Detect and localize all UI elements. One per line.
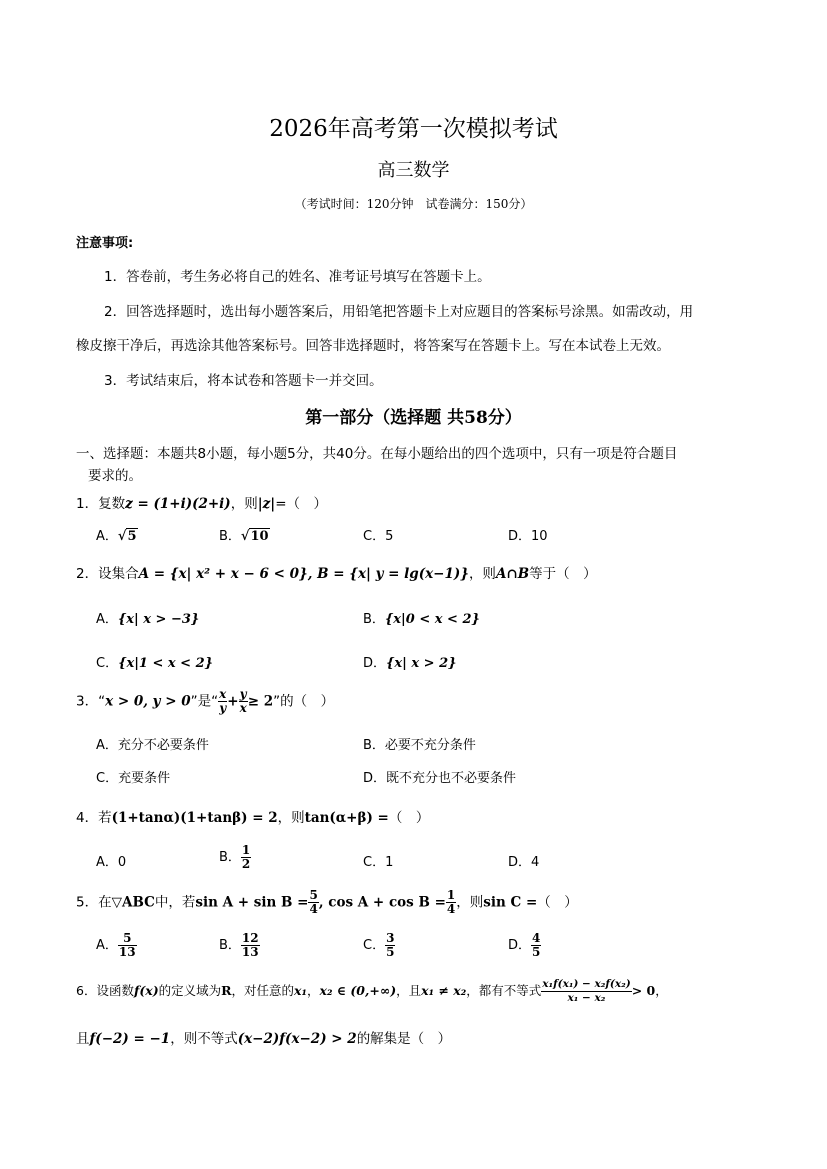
q5-option-a <box>96 932 137 959</box>
q5-option-c-fraction <box>385 932 395 959</box>
q5-option-b <box>219 932 260 959</box>
q2-option-d <box>363 652 456 671</box>
q3-fraction-2-num: y <box>239 687 247 701</box>
q2-intersection: A∩B <box>495 566 530 582</box>
exam-title: 2026年高考第一次模拟考试 <box>269 116 558 142</box>
q4-option-c: C．1 <box>363 855 394 870</box>
q1-option-a-value: 5 <box>127 529 137 544</box>
question-1-stem <box>76 492 327 512</box>
q5-option-b-num: 12 <box>241 931 259 945</box>
q5-condition-2: , cos A + cos B = <box>318 894 446 911</box>
q5-condition-1-fraction <box>308 889 318 916</box>
q5-option-d-num: 4 <box>532 931 541 945</box>
q1-abs: |z| <box>257 496 276 512</box>
exam-subtitle: 高三数学 <box>377 160 450 181</box>
q5-option-a-num: 5 <box>118 932 137 946</box>
q6-mid-3: ， <box>306 983 320 998</box>
q6-mid-5: ，都有不等式 <box>466 983 542 998</box>
q6-x2-domain: x₂ ∈ (0,+∞) <box>319 983 397 998</box>
q3-ge: ≥ 2 <box>247 693 274 710</box>
q6-real-set: R <box>221 983 232 998</box>
q3-fraction-1-den: y <box>219 701 227 715</box>
q2-set-b: , B = {x| y = lg(x−1)} <box>307 566 469 582</box>
q2-option-d-label: D． <box>363 656 387 671</box>
q6-mid-2: ，对任意的 <box>231 983 295 998</box>
question-5-stem <box>76 889 578 916</box>
q1-option-b-label: B． <box>219 529 241 544</box>
q5-option-b-den: 13 <box>241 945 259 959</box>
q4-mid: ，则 <box>277 810 305 826</box>
q5-c1-num: 5 <box>309 888 318 902</box>
question-6-stem-line2 <box>76 1027 451 1047</box>
exam-time-info: （考试时间：120分钟 试卷满分：150分） <box>294 197 533 211</box>
q5-condition-1: sin A + sin B = <box>195 894 309 911</box>
q2-prefix: 2．设集合 <box>76 566 139 582</box>
note-item-2-line1: 2．回答选择题时，选出每小题答案后，用铅笔把答题卡上对应题目的答案标号涂黑。如需改动，用 <box>104 304 694 320</box>
q2-option-a <box>96 608 199 627</box>
q6-function: f(x) <box>133 983 159 998</box>
q3-prefix: 3．“ <box>76 693 106 710</box>
note-item-3: 3．考试结束后，将本试卷和答题卡一并交回。 <box>104 373 383 389</box>
q5-option-a-label: A． <box>96 938 118 953</box>
q6-x1: x₁ <box>294 983 307 998</box>
q1-prefix: 1．复数 <box>76 496 126 512</box>
q6-ineq-num: x₁f(x₁) − x₂f(x₂) <box>542 978 631 990</box>
q5-option-c-den: 5 <box>386 945 395 959</box>
question-3-stem <box>76 688 334 715</box>
q3-condition: x > 0, y > 0 <box>105 693 191 710</box>
q5-c1-den: 4 <box>309 902 318 916</box>
q6-end-1: ， <box>655 983 668 998</box>
q2-option-c-value: {x|1 < x < 2} <box>118 656 214 671</box>
q5-c2-num: 1 <box>446 888 456 902</box>
q2-option-c <box>96 652 213 671</box>
question-6-stem-line1 <box>76 978 668 1005</box>
q6-ineq-den: x₁ − x₂ <box>567 992 606 1004</box>
q4-option-d: D．4 <box>508 855 540 870</box>
q1-option-a <box>96 525 138 544</box>
question-2-stem <box>76 562 597 582</box>
q4-option-b-label: B． <box>219 850 241 865</box>
section-intro-line2: 要求的。 <box>88 468 142 484</box>
q2-option-d-value: {x| x > 2} <box>386 656 457 671</box>
q4-expression: tan(α+β) = <box>304 810 389 826</box>
q5-option-d-fraction <box>531 932 541 959</box>
notes-heading: 注意事项: <box>76 236 134 251</box>
q5-mid-2: ，则 <box>456 894 484 911</box>
q2-suffix: 等于（ ） <box>529 566 597 582</box>
q3-option-b: B．必要不充分条件 <box>363 738 476 753</box>
q6-inequality-fraction <box>541 978 631 1005</box>
q4-prefix: 4．若 <box>76 810 112 826</box>
q5-suffix: （ ） <box>537 894 578 911</box>
q1-option-b-value: 10 <box>250 529 269 544</box>
q5-option-c <box>363 932 395 959</box>
q2-option-c-label: C． <box>96 656 119 671</box>
q3-plus: + <box>227 693 239 710</box>
q6-suffix: 的解集是（ ） <box>356 1031 452 1047</box>
q2-option-b <box>363 608 480 627</box>
q1-option-a-label: A． <box>96 529 118 544</box>
q1-option-c: C．5 <box>363 529 394 544</box>
q5-option-d-label: D． <box>508 938 532 953</box>
q3-fraction-1 <box>218 688 227 715</box>
q4-option-b <box>219 844 251 871</box>
q4-condition: (1+tanα)(1+tanβ) = 2 <box>111 810 278 826</box>
q1-option-b-sqrt: √10 <box>240 529 269 544</box>
q5-c2-den: 4 <box>446 902 456 916</box>
q2-option-b-value: {x|0 < x < 2} <box>384 612 480 627</box>
q2-set-a: A = {x| x² + x − 6 < 0} <box>138 566 308 582</box>
q6-mid-1: 的定义域为 <box>158 983 222 998</box>
q2-option-a-value: {x| x > −3} <box>117 612 200 627</box>
q6-line2-prefix: 且 <box>76 1031 90 1047</box>
q5-condition-2-fraction <box>446 889 456 916</box>
q5-prefix: 5．在 <box>76 894 112 911</box>
q5-expression: sin C = <box>483 894 538 911</box>
q5-option-d <box>508 932 541 959</box>
section-intro-line1: 一、选择题：本题共8小题，每小题5分，共40分。在每小题给出的四个选项中，只有一项是符合题目 <box>76 446 678 462</box>
q4-option-b-den: 2 <box>241 857 251 871</box>
q1-suffix: =（ ） <box>275 496 328 512</box>
q5-triangle: ▽ABC <box>111 894 155 911</box>
q3-option-d: D．既不充分也不必要条件 <box>363 771 517 786</box>
q3-mid: ”是“ <box>190 693 219 710</box>
q6-ineq-tail: > 0 <box>631 983 656 998</box>
q3-fraction-1-num: x <box>219 687 227 701</box>
q4-option-b-fraction <box>241 844 251 871</box>
q4-option-b-num: 1 <box>241 843 251 857</box>
q1-option-b <box>219 525 270 544</box>
q4-option-a: A．0 <box>96 855 127 870</box>
q5-option-a-den: 13 <box>118 945 136 959</box>
q5-mid-1: 中，若 <box>154 894 196 911</box>
q1-mid: ，则 <box>230 496 258 512</box>
note-item-2-line2: 橡皮擦干净后，再选涂其他答案标号。回答非选择题时，将答案写在答题卡上。写在本试卷上无效。 <box>76 338 670 354</box>
q4-suffix: （ ） <box>388 810 430 826</box>
question-4-stem <box>76 806 429 826</box>
note-item-1: 1．答卷前，考生务必将自己的姓名、准考证号填写在答题卡上。 <box>104 269 491 285</box>
q3-fraction-2-den: x <box>239 701 247 715</box>
q6-mid-4: ，且 <box>396 983 422 998</box>
q5-option-c-num: 3 <box>386 931 395 945</box>
q1-option-a-sqrt: √5 <box>117 529 137 544</box>
q3-option-a: A．充分不必要条件 <box>96 738 209 753</box>
q5-option-a-fraction <box>118 932 137 959</box>
q6-inequality-2: (x−2)f(x−2) > 2 <box>237 1031 357 1047</box>
q2-option-b-label: B． <box>363 612 385 627</box>
q1-expression: z = (1+i)(2+i) <box>125 496 231 512</box>
q5-option-d-den: 5 <box>532 945 541 959</box>
q6-prefix: 6．设函数 <box>76 983 134 998</box>
q6-mid-6: ，则不等式 <box>170 1031 238 1047</box>
q6-neq: x₁ ≠ x₂ <box>421 983 467 998</box>
q5-option-c-label: C． <box>363 938 386 953</box>
q3-suffix: ”的（ ） <box>273 693 335 710</box>
q2-option-a-label: A． <box>96 612 118 627</box>
q3-fraction-2 <box>239 688 248 715</box>
section-title: 第一部分（选择题 共58分） <box>305 408 522 428</box>
q5-option-b-fraction <box>241 932 260 959</box>
q2-mid: ，则 <box>468 566 496 582</box>
q6-given: f(−2) = −1 <box>89 1031 171 1047</box>
q5-option-b-label: B． <box>219 938 241 953</box>
q1-option-d: D．10 <box>508 529 548 544</box>
q3-option-c: C．充要条件 <box>96 771 171 786</box>
